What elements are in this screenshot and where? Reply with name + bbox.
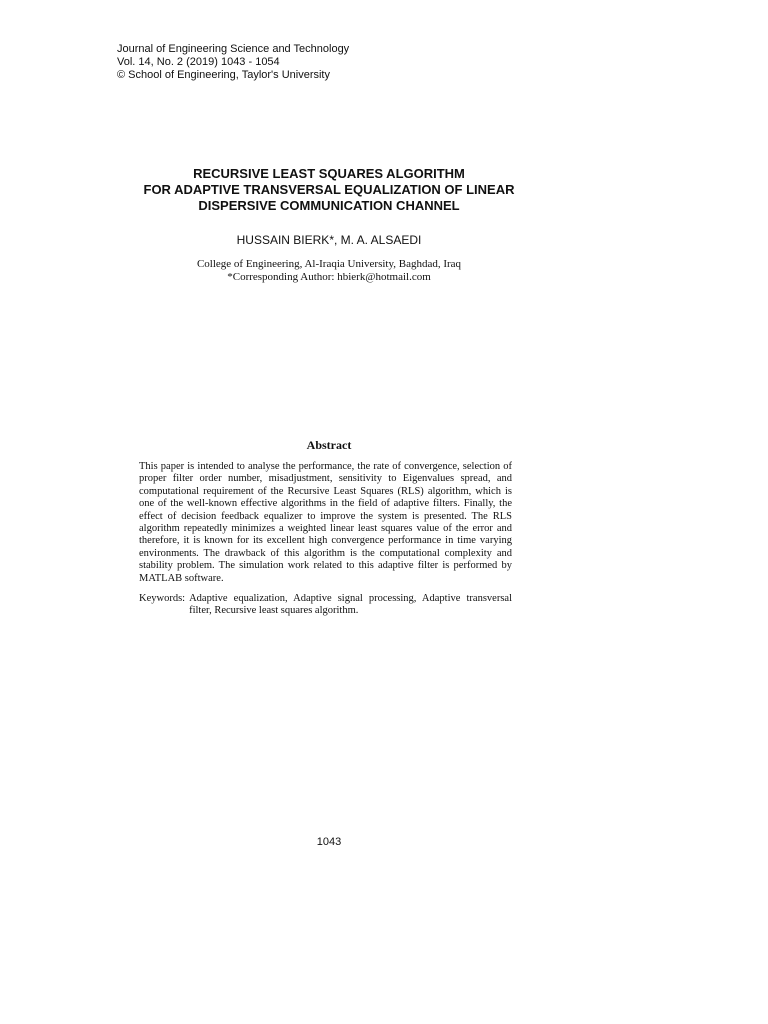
page-number: 1043 (316, 836, 342, 848)
institution: College of Engineering, Al-Iraqia University, Baghdad, Iraq (196, 258, 462, 270)
paper-authors: HUSSAIN BIERK*, M. A. ALSAEDI (236, 233, 422, 247)
journal-name: Journal of Engineering Science and Technology (117, 43, 350, 55)
title-line-2: FOR ADAPTIVE TRANSVERSAL EQUALIZATION OF LINEAR (143, 182, 515, 197)
journal-copyright: © School of Engineering, Taylor's University (117, 69, 330, 81)
abstract-heading: Abstract (306, 438, 352, 452)
keywords (139, 593, 512, 618)
keywords-text: Adaptive equalization, Adaptive signal processing, Adaptive transversal filter, Recursive least squares algorithm. (189, 593, 512, 617)
keywords-label: Keywords: (139, 593, 186, 604)
corresponding-author: *Corresponding Author: hbierk@hotmail.com (227, 271, 431, 283)
abstract-text: This paper is intended to analyse the performance, the rate of convergence, selection of proper filter order number, misadjustment, sensitivity to Eigenvalues spread, and computational requirement of the Recursive Least Squares (RLS) algorithm, which is one of the well-known effective algorithms in the field of adaptive filters. Finally, the effect of decision feedback equalizer to improve the system is presented. The RLS algorithm repeatedly minimizes a weighted linear least squares value of the error and therefore, it is known for its excellent high convergence performance in time varying environments. The drawback of this algorithm is the computational complexity and stability problem. The simulation work related to this adaptive filter is performed by MATLAB software. (139, 461, 512, 584)
paper-title (100, 166, 558, 214)
author-affiliation (100, 258, 558, 284)
journal-header (117, 43, 349, 82)
title-line-1: RECURSIVE LEAST SQUARES ALGORITHM (193, 166, 465, 181)
journal-volume: Vol. 14, No. 2 (2019) 1043 - 1054 (117, 56, 280, 68)
title-line-3: DISPERSIVE COMMUNICATION CHANNEL (198, 198, 460, 213)
